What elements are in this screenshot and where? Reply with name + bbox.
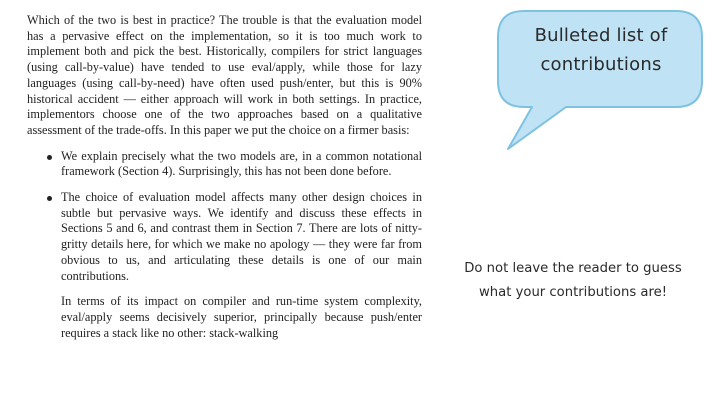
list-item	[27, 149, 422, 180]
bullet-icon	[47, 155, 52, 160]
bubble-text: Bulleted list of contributions	[534, 25, 668, 75]
continuation-paragraph: In terms of its impact on compiler and run-time system complexity, eval/apply seems decisively superior, principally because push/enter requires a stack like no other: stack-walking	[61, 294, 422, 340]
bullet-text: The choice of evaluation model affects many other design choices in subtle but pervasive ways. We identify and discuss these effects in Sections 5 and 6, and contrast them in Section 7. There are lots of nitty-gritty details here, for which we make no apology — they were far from obvious to us, and articulating these details is one of our main contributions.	[61, 190, 422, 283]
advice-note: Do not leave the reader to guess what your contributions are!	[464, 261, 682, 300]
intro-paragraph: Which of the two is best in practice? The trouble is that the evaluation model has a pervasive effect on the implementation, so it is too much work to implement both and pick the best. Historically, compilers for strict languages (using call-by-value) have tended to use eval/apply, while those for lazy languages (using call-by-need) have often used push/enter, but this is 90% historical accident — either approach will work in both settings. In practice, implementors choose one of the two approaches based on a qualitative assessment of the trade-offs. In this paper we put the choice on a firmer basis:	[27, 13, 422, 137]
bullet-text: We explain precisely what the two models are, in a common notational framework (Section 4). Surprisingly, this has not been done before.	[61, 148, 422, 179]
contribution-list	[27, 149, 422, 285]
bullet-icon	[47, 196, 52, 201]
paper-excerpt	[27, 13, 422, 341]
list-item	[27, 190, 422, 284]
speech-bubble	[496, 9, 704, 110]
